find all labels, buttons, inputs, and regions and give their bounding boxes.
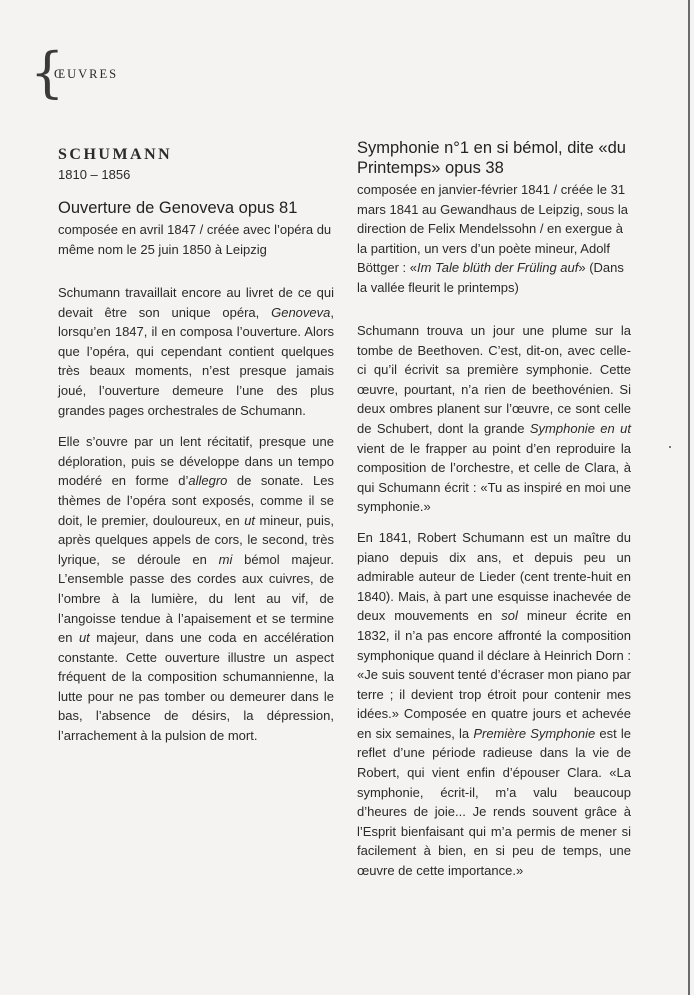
left-column xyxy=(58,146,334,746)
work-title-symphonie: Symphonie n°1 en si bémol, dite «du Printemps» opus 38 xyxy=(357,139,626,177)
text-run: » (Dans la vallée fleurit le printemps) xyxy=(357,260,624,295)
brace-icon: { xyxy=(30,41,65,104)
italic-run: allegro xyxy=(188,473,228,489)
text-run: est le reflet d’une période radieuse dans la vie de Robert, qui vient enfin d’épouser Clara. «La symphonie, écrit-il, m’a valu beaucoup d’heures de joie... Je rends souvent grâce à l’Esprit bienfaisant qui m’a permis de mener si facilement à bien, en si peu de temps, une œuvre de cette importance.» xyxy=(357,725,632,879)
text-run: Elle s’ouvre par un lent récitatif, presque une déploration, puis se développe dans un tempo modéré en forme d’ xyxy=(58,434,334,489)
page-edge-line xyxy=(688,0,690,995)
section-label: ŒUVRES xyxy=(54,67,119,81)
paragraph xyxy=(58,432,334,746)
work-meta-genoveva: composée en avril 1847 / créée avec l’opéra du même nom le 25 juin 1850 à Leipzig xyxy=(58,222,332,257)
paragraph xyxy=(58,283,334,420)
text-run: En 1841, Robert Schumann est un maître du piano depuis dix ans, et depuis peu un admirable auteur de Lieder (cent trente-huit en 1840). Mais, à part une esquisse inachevée de deux mouvements en xyxy=(357,529,631,624)
italic-run: Première Symphonie xyxy=(473,725,596,741)
text-run: composée en janvier-février 1841 / créée le 31 mars 1841 au Gewandhaus de Leipzig, sous la direction de Felix Mendelssohn / en exergue à la partition, un vers d’un poète mineur, Adolf Böttger : « xyxy=(357,182,629,275)
work-title-genoveva: Ouverture de Genoveva opus 81 xyxy=(58,199,298,217)
text-run: bémol majeur. L’ensemble passe des cordes aux cuivres, de l’ombre à la lumière, du lent au vif, de l’angoisse tendue à l’apaisement et se termine en xyxy=(58,551,335,646)
right-column xyxy=(357,138,631,881)
text-run: Schumann travaillait encore au livret de ce qui devait être son unique opéra, xyxy=(58,285,334,320)
paragraph xyxy=(357,321,631,517)
paragraph xyxy=(357,528,631,881)
speck xyxy=(669,446,671,448)
text-run: vient de le frapper au point d’en reproduire la composition de l’orchestre, et celle de Clara, à qui Schumann écrit : «Tu as inspiré en moi une symphonie.» xyxy=(357,440,631,515)
text-run: mineur écrite en 1832, il n’a pas encore affronté la composition symphonique quand il déclare à Heinrich Dorn : «Je suis souvent tenté d’écraser mon piano par terre ; il devient trop étroit pour contenir mes idées.» Composée en quatre jours et achevée en six semaines, la xyxy=(357,608,632,741)
text-run: Schumann trouva un jour une plume sur la tombe de Beethoven. C’est, dit-on, avec celle-ci qu’il écrivit sa première symphonie. Cette œuvre, pourtant, n’a rien de beethovénien. Si deux ombres planent sur l’œuvre, ce sont celle de Schubert, dont la grande xyxy=(357,323,631,436)
text-run: majeur, dans une coda en accélération constante. Cette ouverture illustre un aspect fréquent de la composition schumannienne, la lutte pour ne pas tomber ou demeurer dans le bas, l’absence de désirs, la dépression, l’arrachement à la pulsion de mort. xyxy=(58,630,334,744)
italic-run: ut xyxy=(78,630,90,646)
text-run: de sonate. Les thèmes de l’opéra sont exposés, comme il se doit, le premier, douloureux, en xyxy=(58,473,334,528)
italic-run: ut xyxy=(244,512,256,528)
italic-run: mi xyxy=(218,551,233,567)
italic-run: sol xyxy=(501,608,518,624)
italic-run: Genoveva xyxy=(271,304,331,320)
italic-run: Symphonie en ut xyxy=(529,420,631,436)
italic-run: Im Tale blüth der Früling auf xyxy=(416,260,579,275)
text-run: , lorsqu’en 1847, il en composa l’ouverture. Alors que l’opéra, qui cependant contient quelques très beaux moments, n’est presque jamais joué, l’ouverture demeure l’une des plus grandes pages orchestrales de Schumann. xyxy=(58,304,334,418)
text-run: mineur, puis, après quelques appels de cors, le second, très lyrique, se déroule en xyxy=(58,512,334,567)
composer-dates: 1810 – 1856 xyxy=(58,167,131,182)
work-meta-symphonie xyxy=(357,180,631,297)
composer-name: SCHUMANN xyxy=(58,146,173,163)
